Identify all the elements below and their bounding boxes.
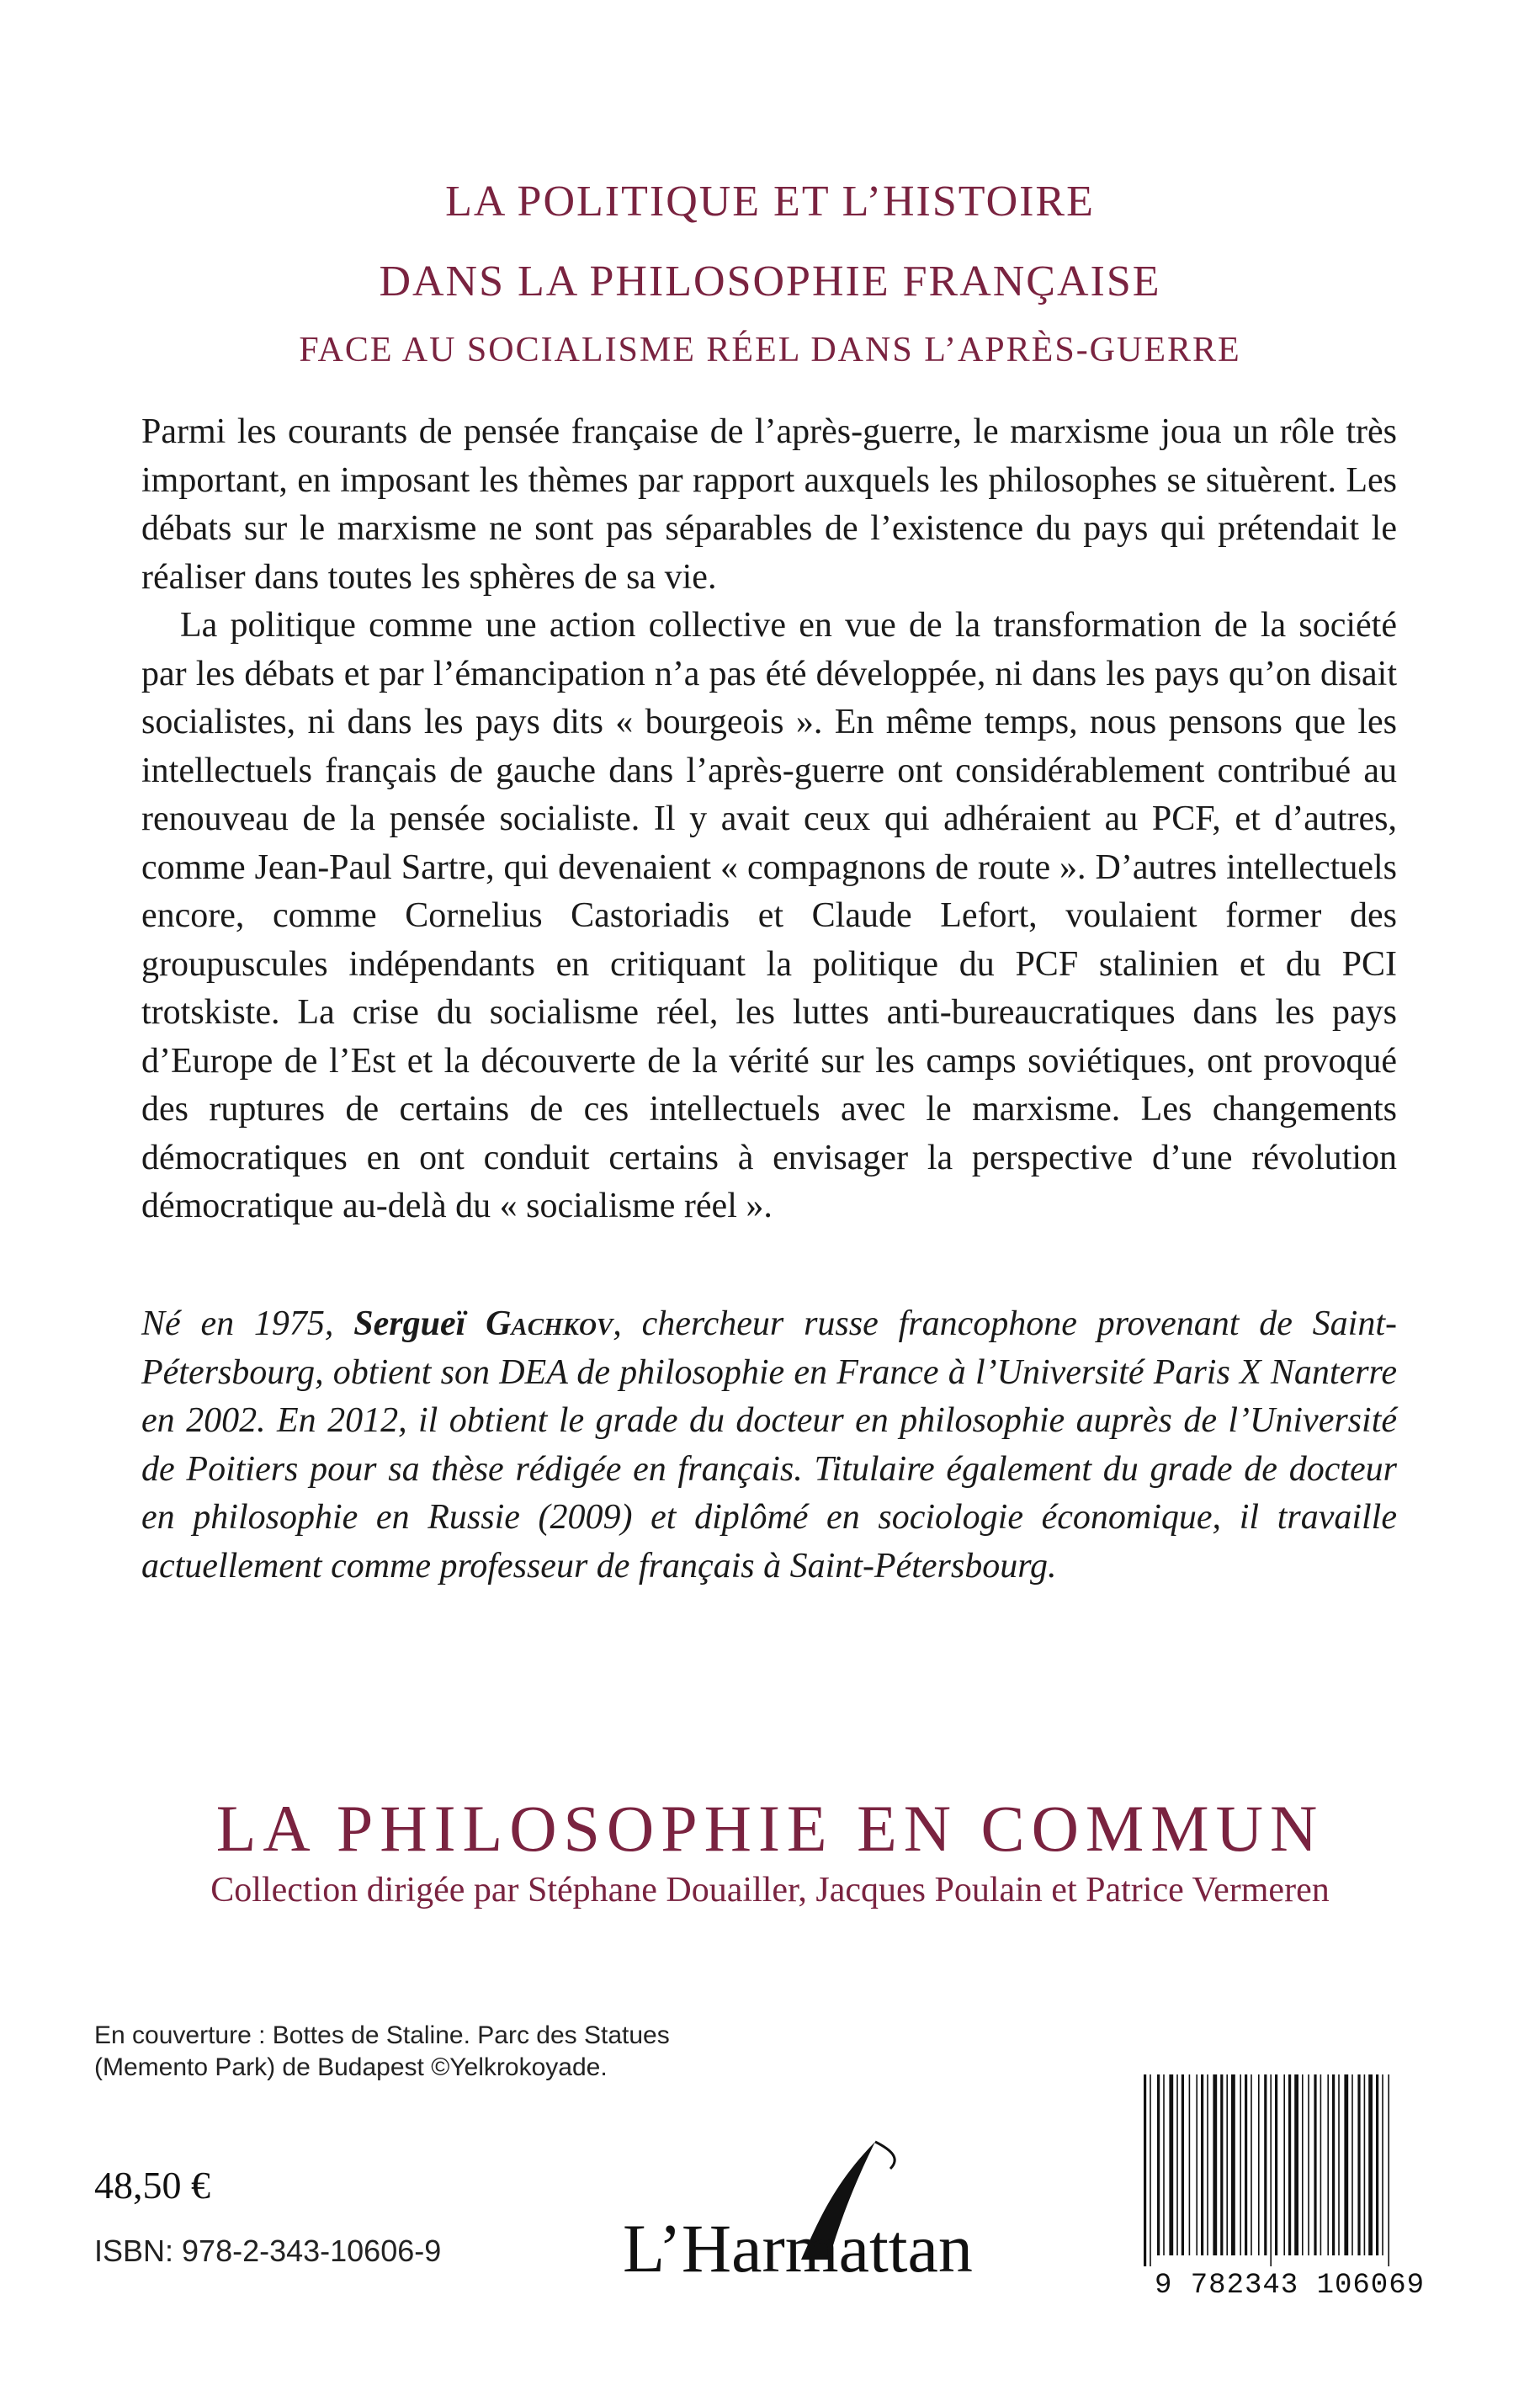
barcode-bar bbox=[1308, 2074, 1309, 2255]
barcode-bar bbox=[1382, 2074, 1383, 2255]
series-editors: Collection dirigée par Stéphane Douailler, Jacques Poulain et Patrice Vermeren bbox=[210, 1871, 1330, 1910]
series-title: LA PHILOSOPHIE EN COMMUN bbox=[215, 1792, 1325, 1865]
author-bio bbox=[141, 1300, 1397, 1591]
barcode-bar bbox=[1388, 2074, 1389, 2266]
author-bio-text: , chercheur russe francophone provenant de Saint-Pétersbourg, obtient son DEA de philosophie en France à l’Université Paris X Nanterre en 2002. En 2012, il obtient le grade du docteur en philosophie auprès de l’Université de Poitiers pour sa thèse rédigée en français. Titulaire également du grade de docteur en philosophie en Russie (2009) et diplômé en sociologie économique, il travaille actuellement comme professeur de français à Saint-Pétersbourg. bbox=[141, 1304, 1398, 1586]
barcode-bar bbox=[1338, 2074, 1340, 2255]
barcode-bar bbox=[1169, 2074, 1173, 2255]
barcode-bar bbox=[1251, 2074, 1252, 2255]
barcode-bar bbox=[1314, 2074, 1316, 2255]
barcode-bar bbox=[1283, 2074, 1285, 2255]
price: 48,50 € bbox=[94, 2164, 210, 2207]
barcode-bar bbox=[1182, 2074, 1184, 2255]
barcode-bar bbox=[1189, 2074, 1191, 2255]
barcode-bar bbox=[1240, 2074, 1241, 2255]
summary-paragraph-2: La politique comme une action collective en vue de la transformation de la société par les débats et par l’émancipation n’a pas été développée, ni dans les pays qu’on disait socialistes, ni dans les pays dits « bourgeois ». En même temps, nous pensons que les intellectuels français de gauche dans l’après-guerre ont considérablement contribué au renouveau de la pensée socialiste. Il y avait ceux qui adhéraient au PCF, et d’autres, comme Jean-Paul Sartre, qui devenaient « compagnons de route ». D’autres intellectuels encore, comme Cornelius Castoriadis et Claude Lefort, voulaient former des groupuscules indépendants en critiquant la politique du PCF stalinien et du PCI trotskiste. La crise du socialisme réel, les luttes anti-bureaucratiques dans les pays d’Europe de l’Est et la découverte de la vérité sur les camps soviétiques, ont provoqué des ruptures de certains de ces intellectuels avec le marxisme. Les changements démocratiques en ont conduit certains à envisager la perspective d’une révolution démocratique au-delà du « socialisme réel ». bbox=[141, 606, 1397, 1225]
barcode-bar bbox=[1258, 2074, 1260, 2255]
barcode-bar bbox=[1302, 2074, 1304, 2255]
barcode-bar bbox=[1288, 2074, 1291, 2255]
barcode-bar bbox=[1357, 2074, 1360, 2255]
author-last-name: Gachkov bbox=[486, 1304, 613, 1343]
book-subtitle: FACE AU SOCIALISME RÉEL DANS L’APRÈS-GUERRE bbox=[299, 331, 1241, 369]
barcode-bar bbox=[1196, 2074, 1197, 2255]
barcode-bar bbox=[1207, 2074, 1208, 2255]
barcode-bar bbox=[1176, 2074, 1178, 2255]
barcode-digits: 9 782343 106069 bbox=[1154, 2270, 1426, 2302]
barcode bbox=[1132, 2074, 1447, 2314]
barcode-bar bbox=[1201, 2074, 1203, 2255]
barcode-bar bbox=[1213, 2074, 1217, 2255]
barcode-bar bbox=[1376, 2074, 1378, 2255]
barcode-bar bbox=[1368, 2074, 1373, 2255]
publisher-name: L’Harmattan bbox=[623, 2210, 973, 2287]
barcode-bar bbox=[1344, 2074, 1348, 2255]
barcode-bar bbox=[1264, 2074, 1267, 2255]
book-title-line-1: LA POLITIQUE ET L’HISTOIRE bbox=[445, 178, 1095, 226]
barcode-bar bbox=[1275, 2074, 1277, 2255]
summary-paragraph-1: Parmi les courants de pensée française de l’après-guerre, le marxisme joua un rôle très important, en imposant les thèmes par rapport auxquels les philosophes se situèrent. Les débats sur le marxisme ne sont pas séparables de l’existence du pays qui prétendait le réaliser dans toutes les sphères de sa vie. bbox=[141, 412, 1397, 597]
barcode-bar bbox=[1364, 2074, 1366, 2255]
barcode-bar bbox=[1294, 2074, 1298, 2255]
barcode-bar bbox=[1163, 2074, 1165, 2255]
cover-credit-line-2: (Memento Park) de Budapest ©Yelkrokoyade. bbox=[94, 2053, 608, 2081]
barcode-bar bbox=[1351, 2074, 1353, 2255]
barcode-bar bbox=[1231, 2074, 1235, 2255]
barcode-icon bbox=[1140, 2074, 1439, 2266]
barcode-bar bbox=[1220, 2074, 1223, 2255]
barcode-bar bbox=[1270, 2074, 1272, 2266]
barcode-bar bbox=[1150, 2074, 1151, 2266]
isbn: ISBN: 978-2-343-10606-9 bbox=[94, 2234, 442, 2268]
author-bio-prefix: Né en 1975, bbox=[141, 1304, 354, 1343]
barcode-bar bbox=[1226, 2074, 1228, 2255]
cover-credit bbox=[94, 2020, 784, 2084]
barcode-bar bbox=[1332, 2074, 1335, 2255]
barcode-bar bbox=[1245, 2074, 1247, 2255]
barcode-bar bbox=[1327, 2074, 1329, 2255]
barcode-bar bbox=[1157, 2074, 1160, 2255]
barcode-bar bbox=[1320, 2074, 1322, 2255]
cover-credit-line-1: En couverture : Bottes de Staline. Parc des Statues bbox=[94, 2021, 670, 2049]
author-first-name: Sergueï bbox=[353, 1304, 486, 1343]
book-title-line-2: DANS LA PHILOSOPHIE FRANÇAISE bbox=[379, 258, 1161, 305]
barcode-bar bbox=[1144, 2074, 1146, 2266]
